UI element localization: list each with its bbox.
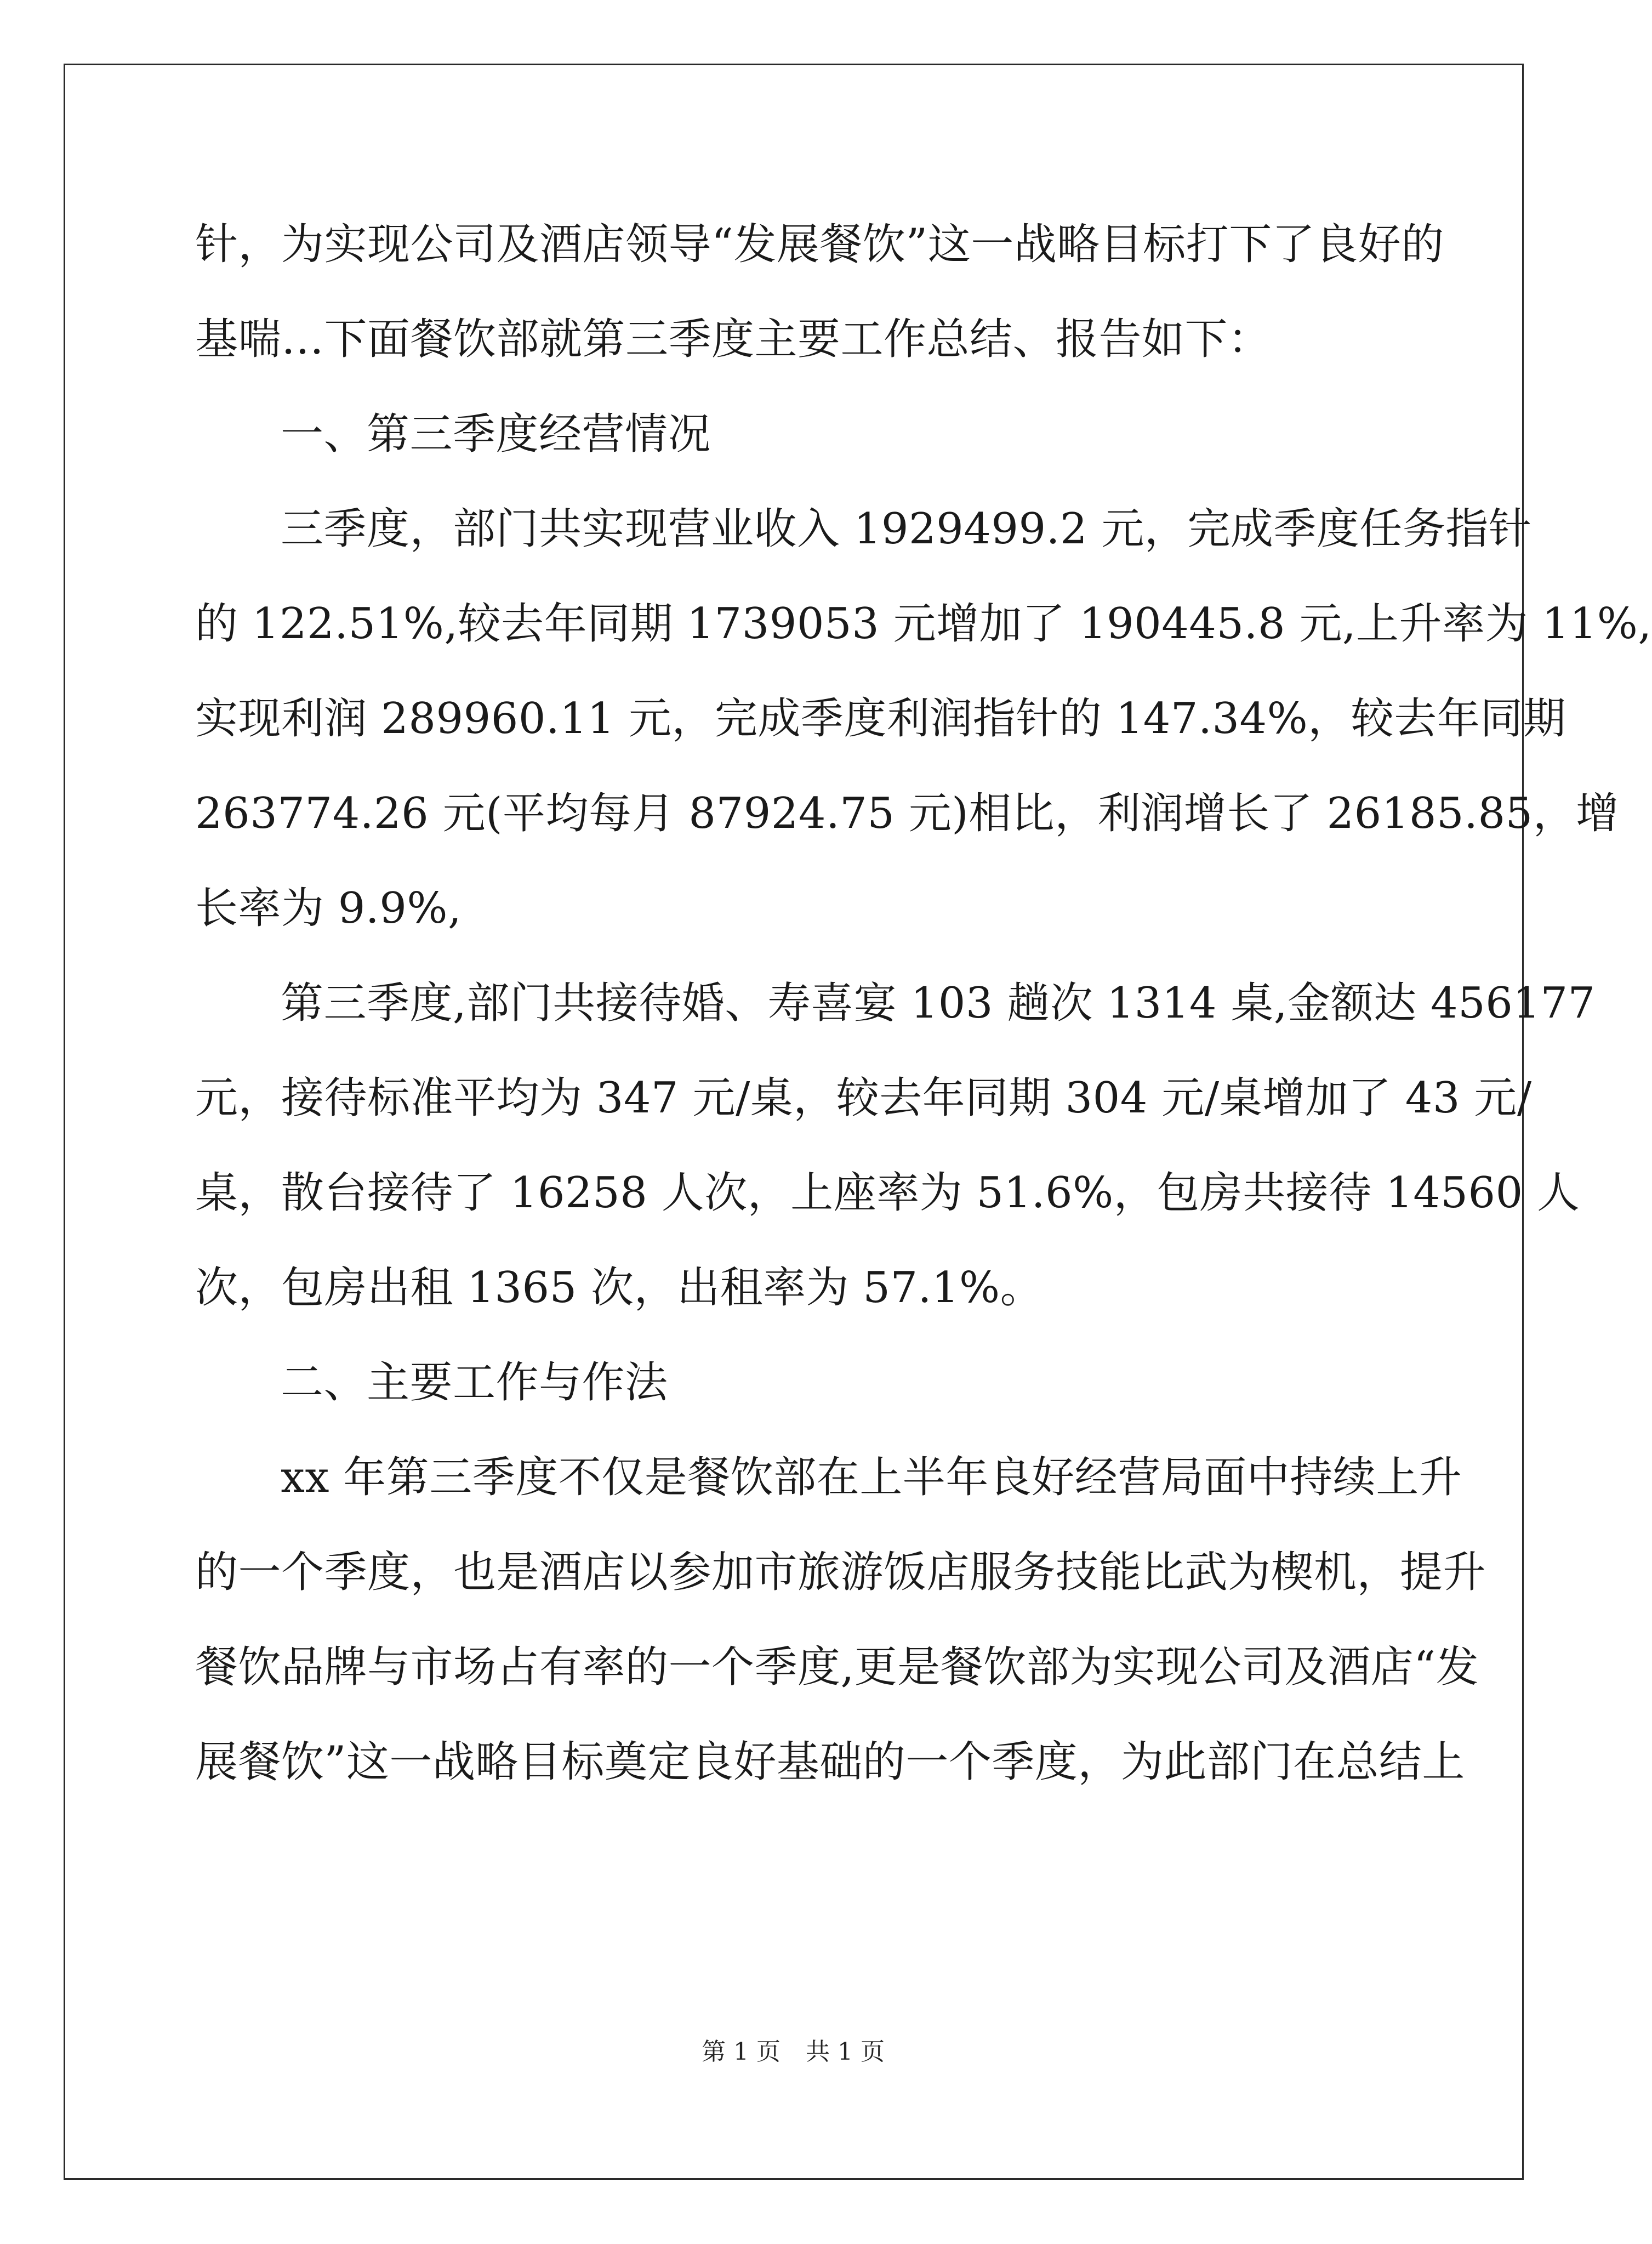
- text-line: 第三季度,部门共接待婚、寿喜宴 103 趟次 1314 桌,金额达 456177: [281, 979, 1596, 1028]
- text-line: 针，为实现公司及酒店领导“发展餐饮”这一战略目标打下了良好的: [195, 220, 1444, 269]
- page-total: 共 1 页: [806, 2038, 885, 2066]
- text-line: 三季度，部门共实现营业收入 1929499.2 元，完成季度任务指针: [281, 504, 1532, 554]
- text-line: 桌，散台接待了 16258 人次，上座率为 51.6%，包房共接待 14560 人: [195, 1168, 1580, 1218]
- text-line: 的一个季度，也是酒店以参加市旅游饭店服务技能比武为楔机，提升: [195, 1548, 1486, 1597]
- page-number: 第 1 页: [702, 2038, 781, 2066]
- page-footer: [0, 2032, 1586, 2067]
- text-line: 实现利润 289960.11 元，完成季度利润指针的 147.34%，较去年同期: [195, 694, 1566, 743]
- section-heading: 二、主要工作与作法: [281, 1358, 668, 1407]
- document-body: [195, 197, 1652, 1810]
- text-line: 元，接待标准平均为 347 元/桌，较去年同期 304 元/桌增加了 43 元/: [195, 1073, 1532, 1123]
- text-line: xx 年第三季度不仅是餐饮部在上半年良好经营局面中持续上升: [281, 1453, 1462, 1502]
- text-line: 的 122.51%,较去年同期 1739053 元增加了 190445.8 元,上升率为 11%,: [195, 599, 1652, 649]
- text-line: 263774.26 元(平均每月 87924.75 元)相比，利润增长了 26185.85，增: [195, 789, 1619, 838]
- text-line: 长率为 9.9%,: [195, 884, 462, 933]
- text-line: 基喘…下面餐饮部就第三季度主要工作总结、报告如下：: [195, 315, 1271, 364]
- text-line: 次，包房出租 1365 次，出租率为 57.1%。: [195, 1263, 1044, 1313]
- text-line: 展餐饮”这一战略目标奠定良好基础的一个季度，为此部门在总结上: [195, 1737, 1465, 1787]
- section-heading: 一、第三季度经营情况: [281, 410, 711, 459]
- text-line: 餐饮品牌与市场占有率的一个季度,更是餐饮部为实现公司及酒店“发: [195, 1643, 1479, 1692]
